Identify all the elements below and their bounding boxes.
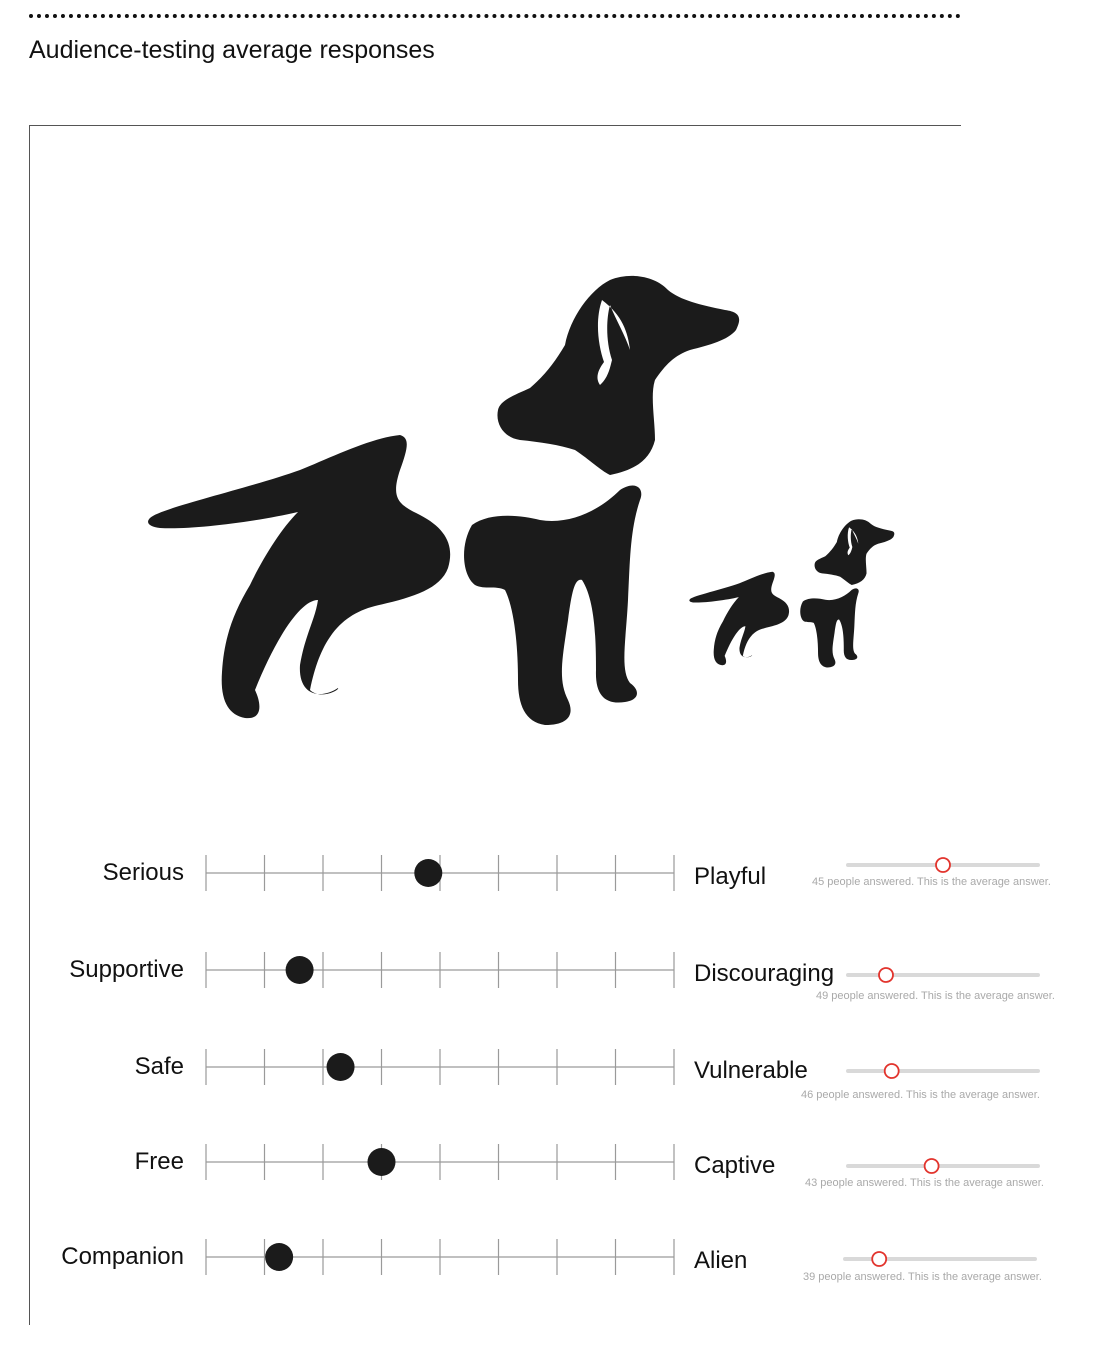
scale-left-label: Safe <box>134 1053 184 1080</box>
scale-row <box>0 845 1114 905</box>
respondents-caption: 43 people answered. This is the average answer. <box>805 1177 1044 1189</box>
slider-knob <box>872 1252 886 1266</box>
scale-track <box>206 1049 674 1085</box>
scale-left-label: Free <box>134 1148 184 1175</box>
average-response-dot <box>327 1053 355 1081</box>
average-response-dot <box>414 859 442 887</box>
scale-left-label: Companion <box>61 1243 184 1270</box>
slider-knob <box>925 1159 939 1173</box>
survey-slider <box>848 967 1038 981</box>
scale-right-label: Discouraging <box>694 960 835 987</box>
slider-knob <box>936 858 950 872</box>
scale-track <box>206 952 674 988</box>
scale-left-label: Supportive <box>69 956 184 983</box>
scale-right-label: Playful <box>694 863 767 890</box>
scale-left-label: Serious <box>102 859 184 886</box>
small-dog-silhouette-icon <box>689 519 894 667</box>
average-response-dot <box>265 1243 293 1271</box>
scale-svg <box>206 1239 674 1275</box>
scale-svg <box>206 1144 674 1180</box>
scale-right-label: Captive <box>694 1152 776 1179</box>
large-dog-silhouette-icon <box>148 276 739 725</box>
scale-track <box>206 1144 674 1180</box>
scale-svg <box>206 1049 674 1085</box>
page-title: Audience-testing average responses <box>29 36 435 64</box>
scale-svg <box>206 855 674 891</box>
average-response-dot <box>368 1148 396 1176</box>
survey-slider <box>848 1063 1038 1077</box>
respondents-caption: 45 people answered. This is the average answer. <box>812 876 1051 888</box>
scale-right-label: Alien <box>694 1247 748 1274</box>
scale-svg <box>206 952 674 988</box>
survey-slider <box>848 857 1038 871</box>
respondents-caption: 46 people answered. This is the average answer. <box>801 1089 1040 1101</box>
respondents-caption: 49 people answered. This is the average answer. <box>816 990 1055 1002</box>
survey-slider <box>848 1158 1038 1172</box>
slider-knob <box>879 968 893 982</box>
scale-track <box>206 1239 674 1275</box>
survey-slider <box>845 1251 1035 1265</box>
scale-right-label: Vulnerable <box>694 1057 808 1084</box>
average-response-dot <box>286 956 314 984</box>
scale-track <box>206 855 674 891</box>
respondents-caption: 39 people answered. This is the average answer. <box>803 1271 1042 1283</box>
slider-knob <box>885 1064 899 1078</box>
